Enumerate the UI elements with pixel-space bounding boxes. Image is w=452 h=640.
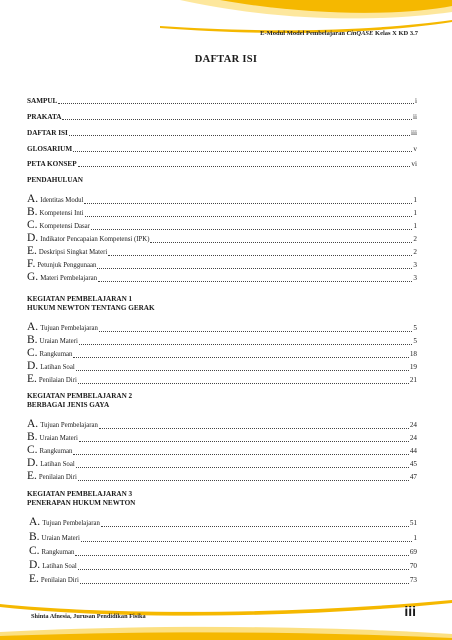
toc-entry-k2-uraian[interactable] xyxy=(27,431,417,445)
toc-entry-letter: E. xyxy=(27,373,37,385)
toc-entry-k3-tujuan[interactable] xyxy=(29,516,417,530)
toc-entry-page: 2 xyxy=(413,235,417,243)
toc-entry-kompetensi-dasar[interactable] xyxy=(27,219,417,233)
toc-entry-label: SAMPUL xyxy=(27,97,58,105)
toc-entry-label: PRAKATA xyxy=(27,113,62,121)
dot-leader xyxy=(91,229,412,230)
dot-leader xyxy=(85,216,413,217)
dot-leader xyxy=(79,441,409,442)
toc-entry-letter: D. xyxy=(27,232,39,244)
toc-entry-page: ii xyxy=(413,113,417,121)
toc-entry-k1-penilaian[interactable] xyxy=(27,373,417,387)
footer-author: Shinta Afnesia, Jurusan Pendidikan Fisika xyxy=(31,613,146,620)
toc-entry-letter: B. xyxy=(27,431,38,443)
toc-entry-page: 73 xyxy=(409,576,417,584)
toc-entry-label: Uraian Materi xyxy=(41,535,80,542)
toc-entry-page: 1 xyxy=(413,222,417,230)
toc-entry-k1-tujuan[interactable] xyxy=(27,321,417,335)
toc-entry-label: Penilaian Diri xyxy=(38,377,77,384)
dot-leader xyxy=(75,555,408,556)
toc-entry-label: Penilaian Diri xyxy=(40,577,79,584)
toc-entry-k1-rangkuman[interactable] xyxy=(27,347,417,361)
toc-entry-letter: C. xyxy=(27,219,38,231)
toc-entry-label: Uraian Materi xyxy=(39,338,78,345)
toc-entry-deskripsi-singkat-materi[interactable] xyxy=(27,245,417,259)
toc-entry-page: 24 xyxy=(409,434,417,442)
toc-entry-label: Petunjuk Penggunaan xyxy=(37,262,97,269)
toc-entry-ipk[interactable] xyxy=(27,232,417,246)
section-heading-kegiatan-3 xyxy=(27,490,135,507)
toc-entry-letter: D. xyxy=(29,559,41,571)
section-heading-kegiatan-1 xyxy=(27,295,155,312)
section-heading-line-1: KEGIATAN PEMBELAJARAN 2 xyxy=(27,392,133,400)
toc-entry-prakata[interactable] xyxy=(27,111,417,123)
toc-entry-letter: A. xyxy=(27,321,39,333)
toc-entry-label: Latihan Soal xyxy=(40,461,75,468)
dot-leader xyxy=(76,370,409,371)
toc-entry-page: 44 xyxy=(409,447,417,455)
toc-entry-k2-tujuan[interactable] xyxy=(27,418,417,432)
toc-entry-label: GLOSARIUM xyxy=(27,145,73,153)
toc-entry-page: iii xyxy=(411,129,417,137)
toc-entry-label: Tujuan Pembelajaran xyxy=(40,422,98,429)
dot-leader xyxy=(79,344,413,345)
toc-entry-page: 1 xyxy=(413,209,417,217)
toc-entry-page: 45 xyxy=(409,460,417,468)
toc-entry-page: 47 xyxy=(409,473,417,481)
page-number: iii xyxy=(404,603,416,619)
dot-leader xyxy=(84,203,412,204)
toc-entry-label: Deskripsi Singkat Materi xyxy=(38,249,108,256)
toc-entry-page: 5 xyxy=(413,337,417,345)
dot-leader xyxy=(99,428,409,429)
toc-entry-letter: E. xyxy=(27,245,37,257)
toc-entry-k2-rangkuman[interactable] xyxy=(27,444,417,458)
toc-entry-label: Kompetensi Inti xyxy=(39,210,84,217)
toc-entry-label: Rangkuman xyxy=(39,448,73,455)
toc-entry-label: Tujuan Pembelajaran xyxy=(40,325,98,332)
toc-entry-label: Materi Pembelajaran xyxy=(40,275,97,282)
dot-leader xyxy=(73,454,408,455)
dot-leader xyxy=(76,467,409,468)
dot-leader xyxy=(101,526,409,527)
dot-leader xyxy=(99,331,413,332)
running-header-model-name: CinQASE xyxy=(346,30,374,37)
toc-entry-petunjuk-penggunaan[interactable] xyxy=(27,258,417,272)
toc-entry-label: Tujuan Pembelajaran xyxy=(42,520,100,527)
toc-entry-label: Latihan Soal xyxy=(40,364,75,371)
toc-entry-k1-latihan[interactable] xyxy=(27,360,417,374)
toc-entry-letter: G. xyxy=(27,271,39,283)
dot-leader xyxy=(62,119,412,120)
toc-entry-letter: E. xyxy=(29,573,39,585)
toc-entry-page: v xyxy=(413,145,417,153)
toc-entry-page: 24 xyxy=(409,421,417,429)
toc-entry-label: PETA KONSEP xyxy=(27,160,77,168)
dot-leader xyxy=(58,103,414,104)
section-heading-line-1: KEGIATAN PEMBELAJARAN 1 xyxy=(27,295,133,303)
running-header-class: Kelas X KD 3.7 xyxy=(373,30,418,37)
toc-entry-page: 19 xyxy=(409,363,417,371)
toc-entry-label: Uraian Materi xyxy=(39,435,78,442)
dot-leader xyxy=(97,268,412,269)
toc-entry-peta-konsep[interactable] xyxy=(27,158,417,170)
running-header xyxy=(260,30,418,37)
running-header-text: E-Modul Model Pembelajaran xyxy=(260,30,347,37)
toc-entry-daftar-isi[interactable] xyxy=(27,127,417,139)
toc-entry-k3-uraian[interactable] xyxy=(29,531,417,545)
toc-entry-identitas-modul[interactable] xyxy=(27,193,417,207)
toc-entry-page: 51 xyxy=(409,519,417,527)
section-heading-line-2: HUKUM NEWTON TENTANG GERAK xyxy=(27,303,155,312)
toc-entry-label: Rangkuman xyxy=(41,549,75,556)
dot-leader xyxy=(108,255,412,256)
toc-entry-page: 1 xyxy=(413,196,417,204)
toc-entry-letter: B. xyxy=(27,334,38,346)
toc-entry-page: vi xyxy=(411,160,417,168)
toc-entry-page: 3 xyxy=(413,261,417,269)
toc-entry-page: i xyxy=(415,97,417,105)
toc-entry-k2-penilaian[interactable] xyxy=(27,470,417,484)
toc-entry-label: DAFTAR ISI xyxy=(27,129,68,137)
toc-entry-page: 18 xyxy=(409,350,417,358)
toc-entry-letter: B. xyxy=(27,206,38,218)
toc-entry-letter: D. xyxy=(27,457,39,469)
toc-entry-label: Identitas Modul xyxy=(40,197,84,204)
toc-entry-kompetensi-inti[interactable] xyxy=(27,206,417,220)
section-heading-line-1: KEGIATAN PEMBELAJARAN 3 xyxy=(27,490,133,498)
toc-entry-label: Rangkuman xyxy=(39,351,73,358)
toc-entry-materi-pembelajaran[interactable] xyxy=(27,271,417,285)
toc-entry-letter: A. xyxy=(29,516,41,528)
toc-entry-glosarium[interactable] xyxy=(27,143,417,155)
toc-entry-k2-latihan[interactable] xyxy=(27,457,417,471)
toc-entry-page: 69 xyxy=(409,548,417,556)
toc-entry-k1-uraian[interactable] xyxy=(27,334,417,348)
toc-entry-page: 70 xyxy=(409,562,417,570)
toc-entry-page: 1 xyxy=(413,534,417,542)
dot-leader xyxy=(73,357,408,358)
toc-entry-label: Kompetensi Dasar xyxy=(39,223,90,230)
toc-entry-letter: C. xyxy=(27,347,38,359)
dot-leader xyxy=(78,383,409,384)
toc-entry-page: 3 xyxy=(413,274,417,282)
section-heading-kegiatan-2 xyxy=(27,392,132,409)
toc-entry-k3-rangkuman[interactable] xyxy=(29,545,417,559)
toc-entry-label: Indikator Pencapaian Kompetensi (IPK) xyxy=(40,236,150,243)
toc-entry-letter: A. xyxy=(27,193,39,205)
toc-entry-letter: D. xyxy=(27,360,39,372)
toc-entry-label: Latihan Soal xyxy=(42,563,77,570)
dot-leader xyxy=(78,480,409,481)
toc-entry-letter: C. xyxy=(27,444,38,456)
toc-entry-k3-penilaian[interactable] xyxy=(29,573,417,587)
toc-entry-letter: C. xyxy=(29,545,40,557)
section-heading-line-2: BERBAGAI JENIS GAYA xyxy=(27,400,110,409)
toc-entry-letter: B. xyxy=(29,531,40,543)
dot-leader xyxy=(80,583,409,584)
toc-entry-k3-latihan[interactable] xyxy=(29,559,417,573)
dot-leader xyxy=(98,281,412,282)
dot-leader xyxy=(69,135,410,136)
section-heading-pendahuluan: PENDAHULUAN xyxy=(27,176,83,184)
toc-entry-letter: E. xyxy=(27,470,37,482)
toc-entry-page: 5 xyxy=(413,324,417,332)
toc-entry-page: 2 xyxy=(413,248,417,256)
toc-entry-letter: F. xyxy=(27,258,36,270)
toc-entry-label: Penilaian Diri xyxy=(38,474,77,481)
toc-entry-letter: A. xyxy=(27,418,39,430)
section-heading-line-2: PENERAPAN HUKUM NEWTON xyxy=(27,498,136,507)
dot-leader xyxy=(78,569,409,570)
dot-leader xyxy=(81,541,413,542)
dot-leader xyxy=(78,166,411,167)
dot-leader xyxy=(150,242,412,243)
dot-leader xyxy=(73,151,412,152)
toc-entry-sampul[interactable] xyxy=(27,95,417,107)
page-title: DAFTAR ISI xyxy=(194,54,258,65)
toc-entry-page: 21 xyxy=(409,376,417,384)
